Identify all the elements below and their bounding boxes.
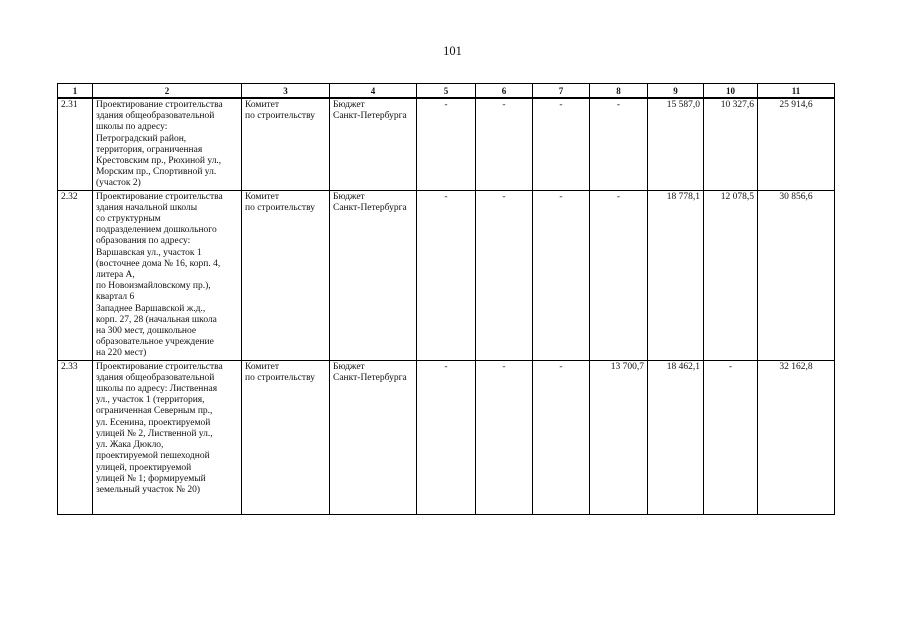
row-col-9: 18 462,1 <box>648 360 704 514</box>
row-description: Проектирование строительства здания общеобразовательной школы по адресу: Лиственная ул., участок 1 (территория, ограниченная Северным пр., ул. Есенина, проектируемой улицей № 2, Лиственной ул., ул. Жака Дюкло, проектируемой пешеходной улицей, проектируемой улицей № 1; формируемый земельный участок № 20) <box>93 360 242 514</box>
row-funding-source: Бюджет Санкт-Петербурга <box>330 98 417 190</box>
table-header-row <box>58 84 835 99</box>
row-col-11: 32 162,8 <box>758 360 835 514</box>
header-cell-9: 9 <box>648 84 704 99</box>
row-col-7: - <box>533 190 590 360</box>
row-col-9: 15 587,0 <box>648 98 704 190</box>
row-number: 2.31 <box>58 98 93 190</box>
row-col-5: - <box>417 190 476 360</box>
budget-table <box>57 83 835 515</box>
header-cell-1: 1 <box>58 84 93 99</box>
row-number: 2.32 <box>58 190 93 360</box>
row-description: Проектирование строительства здания общеобразовательной школы по адресу: Петроградский район, территория, ограниченная Крестовским пр., Рюхиной ул., Морским пр., Спортивной ул. (участок 2) <box>93 98 242 190</box>
row-customer: Комитет по строительству <box>242 98 330 190</box>
row-description: Проектирование строительства здания начальной школы со структурным подразделением дошкольного образования по адресу: Варшавская ул., участок 1 (восточнее дома № 16, корп. 4, литера А, по Новоизмайловскому пр.), квартал 6 Западнее Варшавской ж.д., корп. 27, 28 (начальная школа на 300 мест, дошкольное образовательное учреждение на 220 мест) <box>93 190 242 360</box>
header-cell-3: 3 <box>242 84 330 99</box>
row-funding-source: Бюджет Санкт-Петербурга <box>330 360 417 514</box>
row-col-7: - <box>533 98 590 190</box>
row-col-10: 12 078,5 <box>704 190 758 360</box>
row-col-8: - <box>590 190 648 360</box>
header-cell-4: 4 <box>330 84 417 99</box>
row-col-9: 18 778,1 <box>648 190 704 360</box>
row-customer: Комитет по строительству <box>242 360 330 514</box>
header-cell-11: 11 <box>758 84 835 99</box>
row-col-5: - <box>417 360 476 514</box>
row-col-6: - <box>476 98 533 190</box>
row-number: 2.33 <box>58 360 93 514</box>
row-col-10: 10 327,6 <box>704 98 758 190</box>
row-col-8: - <box>590 98 648 190</box>
header-cell-10: 10 <box>704 84 758 99</box>
header-cell-8: 8 <box>590 84 648 99</box>
header-cell-7: 7 <box>533 84 590 99</box>
header-cell-6: 6 <box>476 84 533 99</box>
table-row <box>58 190 835 360</box>
row-col-11: 25 914,6 <box>758 98 835 190</box>
row-col-6: - <box>476 190 533 360</box>
table-row <box>58 360 835 514</box>
header-cell-2: 2 <box>93 84 242 99</box>
row-funding-source: Бюджет Санкт-Петербурга <box>330 190 417 360</box>
row-col-7: - <box>533 360 590 514</box>
page-number: 101 <box>443 44 462 58</box>
row-col-8: 13 700,7 <box>590 360 648 514</box>
row-col-11: 30 856,6 <box>758 190 835 360</box>
row-col-6: - <box>476 360 533 514</box>
header-cell-5: 5 <box>417 84 476 99</box>
row-col-5: - <box>417 98 476 190</box>
row-col-10: - <box>704 360 758 514</box>
row-customer: Комитет по строительству <box>242 190 330 360</box>
table-row <box>58 98 835 190</box>
